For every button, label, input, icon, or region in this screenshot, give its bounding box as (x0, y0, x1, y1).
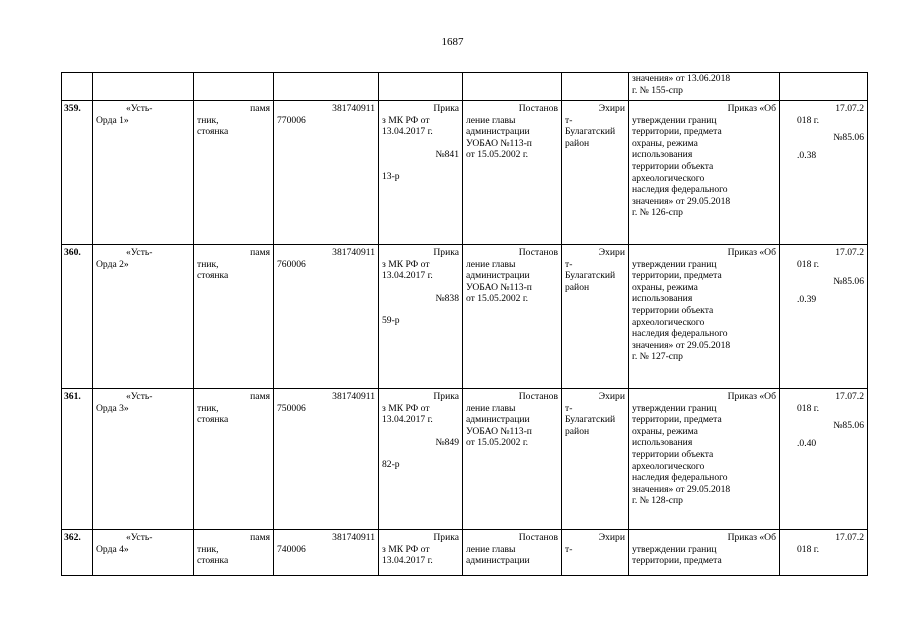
location-line: т- (565, 114, 573, 126)
decree-line: ление главы (466, 402, 516, 414)
cell-location (562, 245, 629, 389)
cell-reg-number (274, 389, 379, 530)
cell-mk-order (379, 101, 463, 245)
cell-name (93, 530, 194, 576)
order-line: наследия федерального (632, 184, 728, 196)
table-row (62, 389, 868, 530)
order-line: территории, предмета (632, 270, 722, 282)
mk-line: 82-р (382, 459, 400, 471)
order-line: использования (632, 293, 693, 305)
cell-decree (463, 73, 562, 101)
name-line: «Усть- (126, 532, 153, 543)
type-line: памя (250, 247, 270, 258)
order-line: территории, предмета (632, 555, 722, 567)
order-line: территории объекта (632, 160, 714, 172)
cell-boundary-order (629, 530, 780, 576)
reg-line: 381740911 (332, 532, 375, 543)
order-line: утверждении границ (632, 114, 717, 126)
order-line: Приказ «Об (727, 532, 776, 543)
table-row (62, 530, 868, 576)
type-line: тник, (197, 543, 219, 555)
row-number: 359. (62, 101, 93, 245)
reg-line: 750006 (277, 402, 306, 414)
decree-line: Постанов (518, 247, 558, 258)
order-line: территории объекта (632, 304, 714, 316)
cell-name (93, 101, 194, 245)
name-line: «Усть- (126, 247, 153, 258)
order-line: г. № 126-спр (632, 207, 683, 219)
registration-line: 018 г. (797, 402, 820, 414)
cell-type (194, 245, 274, 389)
registration-line: 17.07.2 (835, 391, 864, 402)
mk-line: Прика (433, 391, 459, 402)
registration-line: .0.40 (797, 437, 817, 449)
decree-line: ление главы (466, 543, 516, 555)
name-line: Орда 3» (96, 402, 129, 414)
mk-line: 13-р (382, 171, 400, 183)
reg-line: 760006 (277, 258, 306, 270)
decree-line: Постанов (518, 103, 558, 114)
cell-location (562, 389, 629, 530)
decree-line: ление главы (466, 258, 516, 270)
mk-line: з МК РФ от (382, 543, 430, 555)
order-line: утверждении границ (632, 543, 717, 555)
order-line: г. № 128-спр (632, 495, 683, 507)
registration-line: 17.07.2 (835, 247, 864, 258)
decree-line: Постанов (518, 532, 558, 543)
cell-num (62, 73, 93, 101)
cell-registration (780, 73, 868, 101)
cell-mk-order (379, 245, 463, 389)
mk-line: Прика (433, 247, 459, 258)
page-number: 1687 (441, 36, 464, 48)
name-line: Орда 1» (96, 114, 129, 126)
order-line: территории, предмета (632, 414, 722, 426)
registration-line: 018 г. (797, 258, 820, 270)
mk-line: 59-р (382, 315, 400, 327)
location-line: район (565, 425, 590, 437)
type-line: стоянка (197, 555, 229, 567)
mk-line: Прика (433, 532, 459, 543)
cell-reg-number (274, 530, 379, 576)
cell-location (562, 530, 629, 576)
order-line: археологического (632, 316, 705, 328)
type-line: тник, (197, 114, 219, 126)
registration-line: .0.39 (797, 293, 817, 305)
decree-line: от 15.05.2002 г. (466, 293, 529, 305)
order-line: г. № 127-спр (632, 351, 683, 363)
mk-line: 13.04.2017 г. (382, 126, 433, 138)
mk-line: 13.04.2017 г. (382, 555, 433, 567)
location-line: т- (565, 402, 573, 414)
cell-location (562, 73, 629, 101)
cell-registration (780, 101, 868, 245)
mk-line: з МК РФ от (382, 402, 430, 414)
order-line: охраны, режима (632, 281, 698, 293)
decree-line: УОБАО №113-п (466, 281, 532, 293)
reg-line: 740006 (277, 543, 306, 555)
cell-type (194, 73, 274, 101)
order-line: использования (632, 149, 693, 161)
order-line: использования (632, 437, 693, 449)
mk-line: 13.04.2017 г. (382, 414, 433, 426)
cell-reg-number (274, 101, 379, 245)
reg-line: 770006 (277, 114, 306, 126)
order-line: Приказ «Об (727, 391, 776, 402)
location-line: Эхири (598, 391, 625, 402)
mk-line: з МК РФ от (382, 114, 430, 126)
order-line: территории объекта (632, 448, 714, 460)
registration-line: №85.06 (833, 276, 864, 288)
name-line: «Усть- (126, 391, 153, 402)
mk-line: 13.04.2017 г. (382, 270, 433, 282)
order-line: археологического (632, 460, 705, 472)
order-line: археологического (632, 172, 705, 184)
decree-line: УОБАО №113-п (466, 137, 532, 149)
cell-reg-number (274, 73, 379, 101)
decree-line: администрации (466, 270, 530, 282)
decree-line: Постанов (518, 391, 558, 402)
decree-line: ление главы (466, 114, 516, 126)
name-line: Орда 2» (96, 258, 129, 270)
order-line: охраны, режима (632, 137, 698, 149)
cell-decree (463, 389, 562, 530)
type-line: памя (250, 103, 270, 114)
cell-registration (780, 530, 868, 576)
cell-type (194, 101, 274, 245)
cell-type (194, 389, 274, 530)
location-line: Эхири (598, 247, 625, 258)
mk-line: №838 (435, 292, 459, 304)
table-row (62, 245, 868, 389)
location-line: т- (565, 543, 573, 555)
row-number: 362. (62, 530, 93, 576)
cell-name (93, 245, 194, 389)
cell-decree (463, 101, 562, 245)
order-line: Приказ «Об (727, 247, 776, 258)
cell-mk-order (379, 73, 463, 101)
location-line: Булагатский (565, 126, 616, 138)
location-line: Эхири (598, 103, 625, 114)
order-line: территории, предмета (632, 126, 722, 138)
type-line: памя (250, 532, 270, 543)
cell-boundary-order (629, 73, 780, 101)
location-line: Булагатский (565, 270, 616, 282)
location-line: Эхири (598, 532, 625, 543)
registration-line: 17.07.2 (835, 532, 864, 543)
order-line: наследия федерального (632, 472, 728, 484)
location-line: район (565, 281, 590, 293)
mk-line: Прика (433, 103, 459, 114)
registration-line: 018 г. (797, 543, 820, 555)
reg-line: 381740911 (332, 247, 375, 258)
name-line: «Усть- (126, 103, 153, 114)
order-line: утверждении границ (632, 258, 717, 270)
cell-registration (780, 245, 868, 389)
monuments-table (61, 72, 868, 576)
registration-line: .0.38 (797, 149, 817, 161)
table-row (62, 101, 868, 245)
reg-line: 381740911 (332, 391, 375, 402)
type-line: тник, (197, 402, 219, 414)
cell-decree (463, 245, 562, 389)
table-row-continuation (62, 73, 868, 101)
mk-line: з МК РФ от (382, 258, 430, 270)
reg-line: 381740911 (332, 103, 375, 114)
type-line: тник, (197, 258, 219, 270)
row-number: 361. (62, 389, 93, 530)
order-line: наследия федерального (632, 328, 728, 340)
order-line: охраны, режима (632, 425, 698, 437)
order-line: значения» от 29.05.2018 (632, 483, 731, 495)
cell-registration (780, 389, 868, 530)
decree-line: от 15.05.2002 г. (466, 149, 529, 161)
cell-reg-number (274, 245, 379, 389)
type-line: стоянка (197, 126, 229, 138)
location-line: район (565, 137, 590, 149)
cell-decree (463, 530, 562, 576)
decree-line: администрации (466, 414, 530, 426)
row-number: 360. (62, 245, 93, 389)
registration-line: 018 г. (797, 114, 820, 126)
type-line: стоянка (197, 270, 229, 282)
cell-type (194, 530, 274, 576)
decree-line: от 15.05.2002 г. (466, 437, 529, 449)
order-line: значения» от 29.05.2018 (632, 195, 731, 207)
cell-name (93, 389, 194, 530)
registration-line: 17.07.2 (835, 103, 864, 114)
decree-line: администрации (466, 555, 530, 567)
cell-location (562, 101, 629, 245)
cell-boundary-order (629, 389, 780, 530)
location-line: т- (565, 258, 573, 270)
type-line: стоянка (197, 414, 229, 426)
mk-line: №849 (435, 436, 459, 448)
registration-line: №85.06 (833, 132, 864, 144)
registration-line: №85.06 (833, 420, 864, 432)
decree-line: УОБАО №113-п (466, 425, 532, 437)
name-line: Орда 4» (96, 543, 129, 555)
mk-line: №841 (435, 148, 459, 160)
text-line: значения» от 13.06.2018 (632, 73, 731, 84)
location-line: Булагатский (565, 414, 616, 426)
cell-mk-order (379, 530, 463, 576)
order-line: значения» от 29.05.2018 (632, 339, 731, 351)
cell-boundary-order (629, 101, 780, 245)
type-line: памя (250, 391, 270, 402)
order-line: утверждении границ (632, 402, 717, 414)
cell-mk-order (379, 389, 463, 530)
decree-line: администрации (466, 126, 530, 138)
cell-name (93, 73, 194, 101)
order-line: Приказ «Об (727, 103, 776, 114)
text-line: г. № 155-спр (632, 84, 683, 96)
cell-boundary-order (629, 245, 780, 389)
